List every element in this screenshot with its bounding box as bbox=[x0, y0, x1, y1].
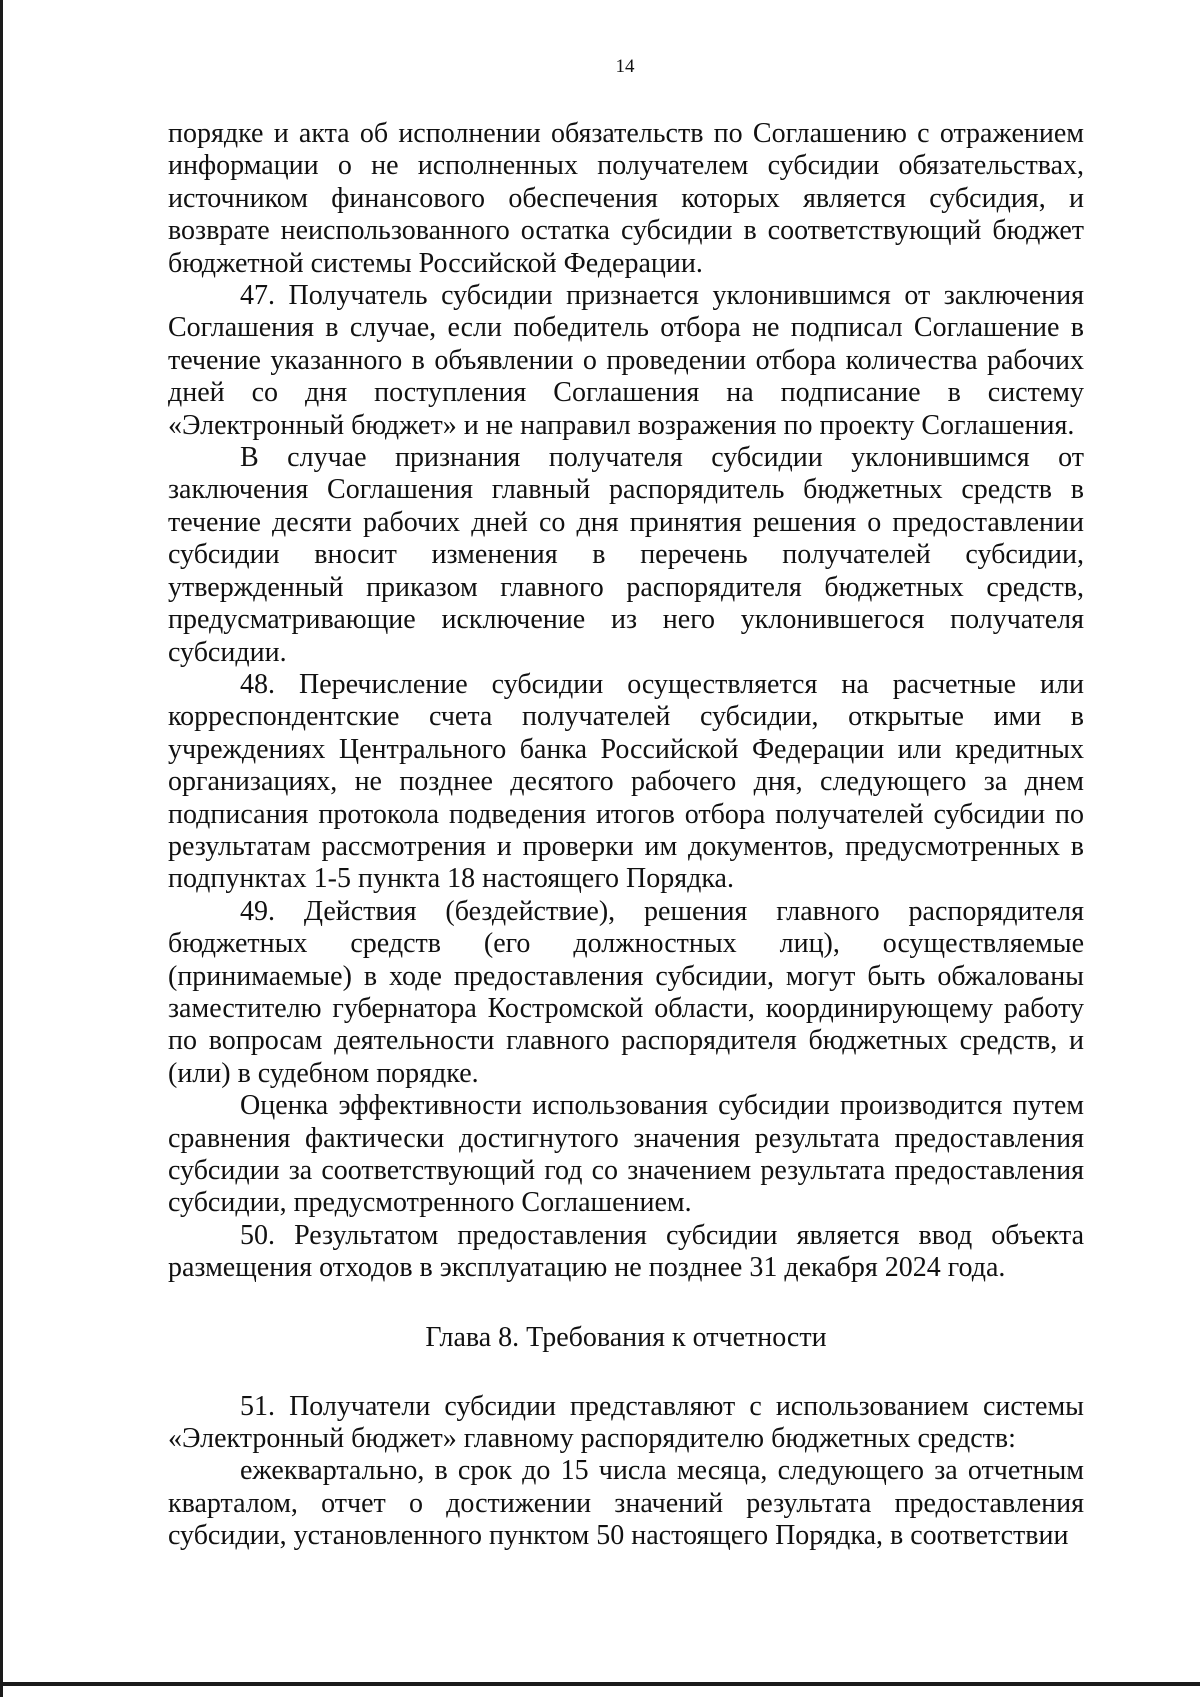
paragraph-48: 48. Перечисление субсидии осуществляется на расчетные или корреспондентские счета получателей субсидии, открытые ими в учреждениях Центрального банка Российской Федерации или кредитных организациях, не позднее десятого рабочего дня, следующего за днем подписания протокола подведения итогов отбора получателей субсидии по результатам рассмотрения и проверки им документов, предусмотренных в подпунктах 1-5 пункта 18 настоящего Порядка. bbox=[168, 668, 1084, 895]
paragraph-50: 50. Результатом предоставления субсидии является ввод объекта размещения отходов в эксплуатацию не позднее 31 декабря 2024 года. bbox=[168, 1219, 1084, 1284]
paragraph-49: 49. Действия (бездействие), решения главного распорядителя бюджетных средств (его должностных лиц), осуществляемые (принимаемые) в ходе предоставления субсидии, могут быть обжалованы заместителю губернатора Костромской области, координирующему работу по вопросам деятельности главного распорядителя бюджетных средств, и (или) в судебном порядке. bbox=[168, 895, 1084, 1089]
paragraph-49-part-2: Оценка эффективности использования субсидии производится путем сравнения фактически достигнутого значения результата предоставления субсидии за соответствующий год со значением результата предоставления субсидии, предусмотренного Соглашением. bbox=[168, 1090, 1084, 1219]
scan-border-left bbox=[0, 0, 3, 1697]
paragraph-47: 47. Получатель субсидии признается уклонившимся от заключения Соглашения в случае, если победитель отбора не подписал Соглашение в течение указанного в объявлении о проведении отбора количества рабочих дней со дня поступления Соглашения на подписание в систему «Электронный бюджет» и не направил возражения по проекту Соглашения. bbox=[168, 280, 1084, 441]
chapter-heading: Глава 8. Требования к отчетности bbox=[425, 1321, 827, 1353]
page-number: 14 bbox=[615, 56, 635, 77]
paragraph-51-part-2: ежеквартально, в срок до 15 числа месяца, следующего за отчетным кварталом, отчет о достижении значений результата предоставления субсидии, установленного пунктом 50 настоящего Порядка, в соответствии bbox=[168, 1455, 1084, 1552]
paragraph-continuation: порядке и акта об исполнении обязательств по Соглашению с отражением информации о не исполненных получателем субсидии обязательствах, источником финансового обеспечения которых является субсидия, и возврате неиспользованного остатка субсидии в соответствующий бюджет бюджетной системы Российской Федерации. bbox=[168, 118, 1084, 279]
document-body bbox=[168, 118, 1084, 1553]
paragraph-51: 51. Получатели субсидии представляют с использованием системы «Электронный бюджет» главному распорядителю бюджетных средств: bbox=[168, 1390, 1084, 1455]
paragraph-47-part-2: В случае признания получателя субсидии уклонившимся от заключения Соглашения главный распорядитель бюджетных средств в течение десяти рабочих дней со дня принятия решения о предоставлении субсидии вносит изменения в перечень получателей субсидии, утвержденный приказом главного распорядителя бюджетных средств, предусматривающие исключение из него уклонившегося получателя субсидии. bbox=[168, 442, 1084, 668]
scan-border-bottom bbox=[0, 1682, 1200, 1686]
